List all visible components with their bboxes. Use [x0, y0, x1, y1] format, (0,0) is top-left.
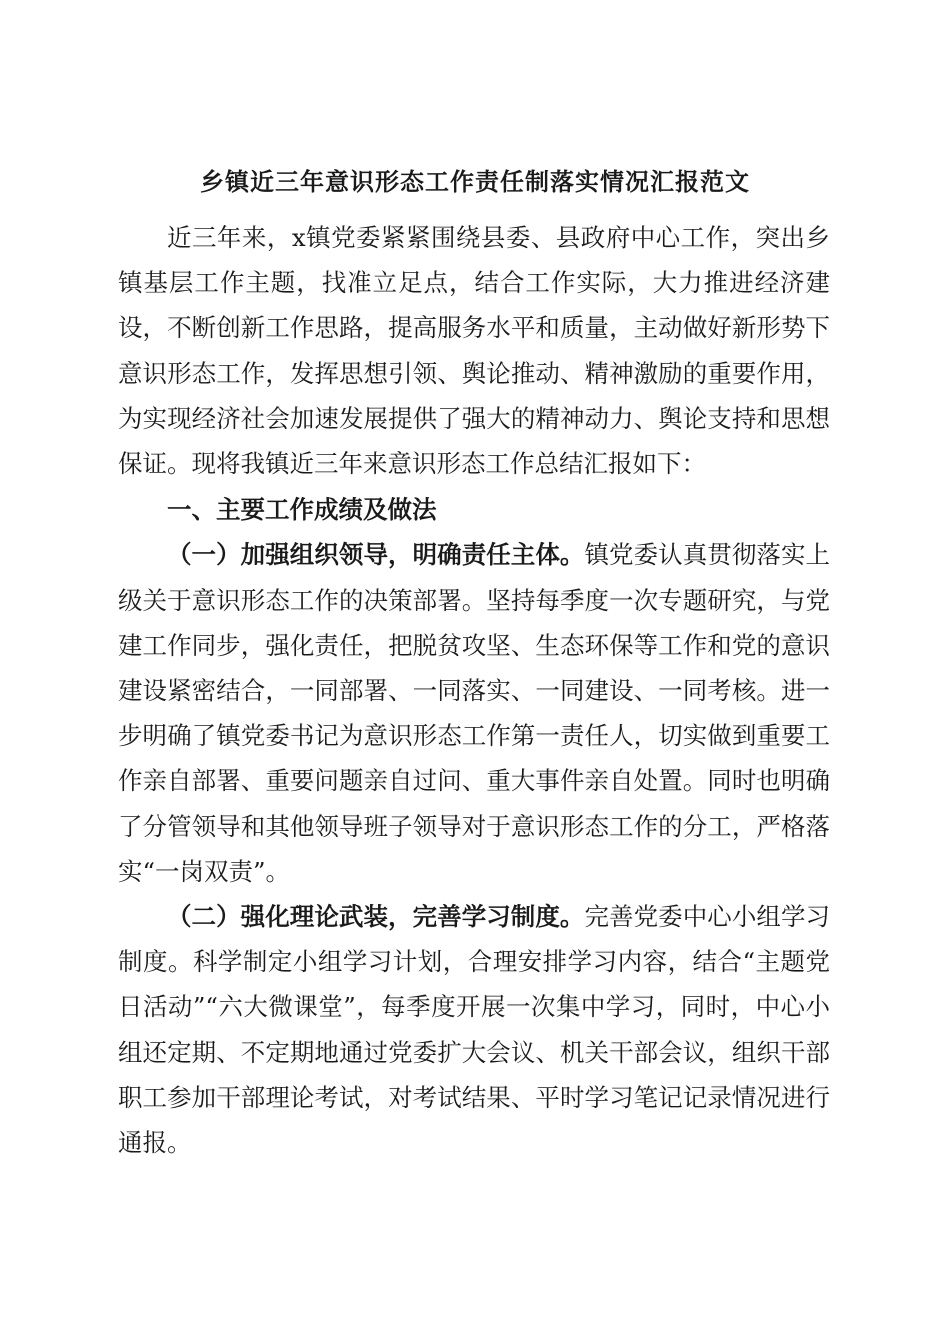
- item-1-text: 镇党委认真贯彻落实上级关于意识形态工作的决策部署。坚持每季度一次专题研究，与党建工作同步，强化责任，把脱贫攻坚、生态环保等工作和党的意识建设紧密结合，一同部署、一同落实、一同建设、一同考核。进一步明确了镇党委书记为意识形态工作第一责任人，切实做到重要工作亲自部署、重要问题亲自过问、重大事件亲自处置。同时也明确了分管领导和其他领导班子领导对于意识形态工作的分工，严格落实“一岗双责”。: [118, 540, 831, 886]
- item-2-paragraph: [118, 894, 830, 1165]
- item-1-lead: （一）加强组织领导，明确责任主体。: [167, 540, 585, 570]
- document-title: 乡镇近三年意识形态工作责任制落实情况汇报范文: [200, 167, 750, 196]
- section-heading: 一、主要工作成绩及做法: [167, 495, 437, 525]
- item-2-lead: （二）强化理论武装，完善学习制度。: [167, 902, 585, 932]
- intro-paragraph: 近三年来，x镇党委紧紧围绕县委、县政府中心工作，突出乡镇基层工作主题，找准立足点，结合工作实际，大力推进经济建设，不断创新工作思路，提高服务水平和质量，主动做好新形势下意识形态工作，发挥思想引领、舆论推动、精神激励的重要作用，为实现经济社会加速发展提供了强大的精神动力、舆论支持和思想保证。现将我镇近三年来意识形态工作总结汇报如下：: [118, 223, 830, 479]
- item-2-text: 完善党委中心小组学习制度。科学制定小组学习计划，合理安排学习内容，结合“主题党日活动”“六大微课堂”，每季度开展一次集中学习，同时，中心小组还定期、不定期地通过党委扩大会议、机关干部会议，组织干部职工参加干部理论考试，对考试结果、平时学习笔记记录情况进行通报。: [118, 902, 831, 1158]
- item-1-paragraph: [118, 532, 830, 894]
- document-body: [118, 215, 830, 1165]
